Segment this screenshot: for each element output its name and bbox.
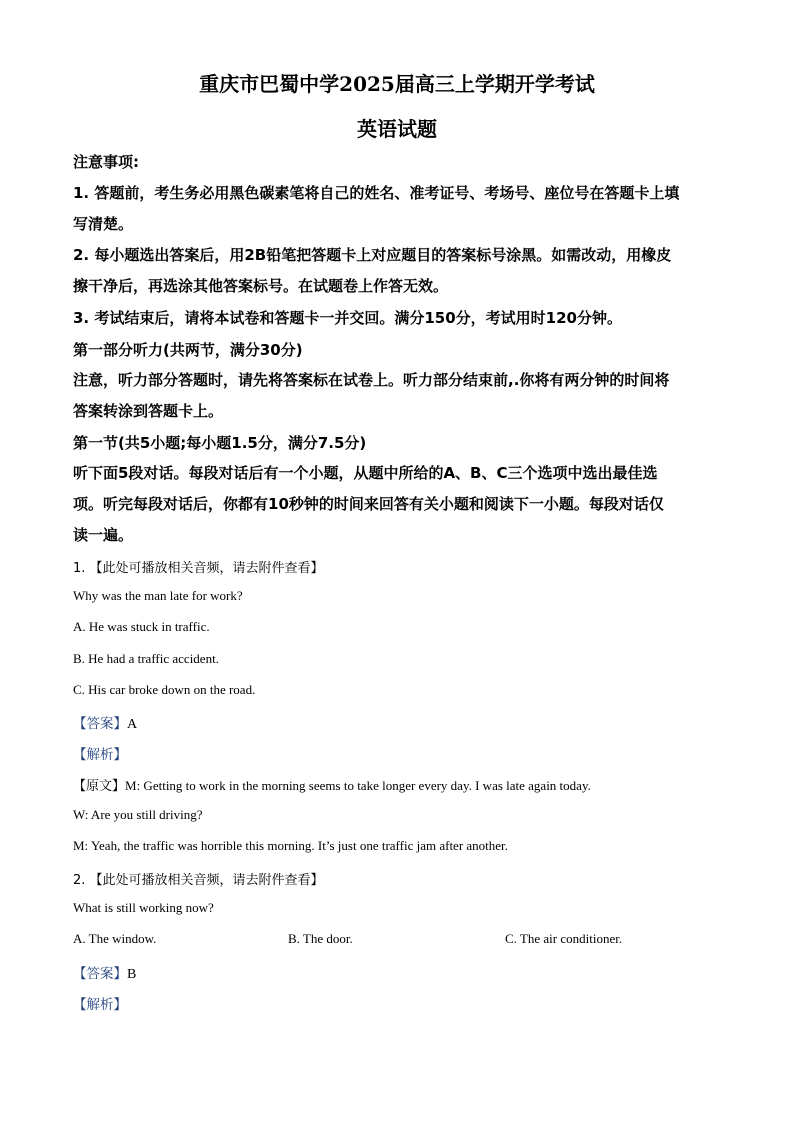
section1-instruction-line-2: 项。听完每段对话后，你都有10秒钟的时间来回答有关小题和阅读下一小题。每段对话仅 [73, 495, 664, 513]
notice-item-1-line-1: 1. 答题前，考生务必用黑色碳素笔将自己的姓名、准考证号、考场号、座位号在答题卡上填 [73, 184, 680, 202]
notice-heading: 注意事项: [73, 153, 139, 171]
q1-transcript-label: 【原文】 [73, 779, 126, 794]
q2-answer-label: 【答案】 [73, 966, 127, 982]
section1-instruction-line-3: 读一遍。 [73, 526, 134, 544]
section1-instruction-line-1: 听下面5段对话。每段对话后有一个小题，从题中所给的A、B、C三个选项中选出最佳选 [73, 464, 658, 482]
q1-answer [73, 712, 137, 733]
q1-option-c: C. His car broke down on the road. [73, 682, 256, 697]
q1-analysis-label: 【解析】 [73, 747, 127, 763]
q1-answer-value: A [127, 717, 138, 732]
notice-item-1-line-2: 写清楚。 [73, 215, 134, 233]
q2-option-b: B. The door. [288, 931, 353, 946]
q2-question: What is still working now? [73, 900, 214, 915]
notice-item-3: 3. 考试结束后，请将本试卷和答题卡一并交回。满分150分，考试用时120分钟。 [73, 309, 622, 327]
exam-subtitle: 英语试题 [357, 117, 437, 141]
notice-item-2-line-2: 擦干净后，再选涂其他答案标号。在试题卷上作答无效。 [73, 277, 449, 295]
notice-item-2-line-1: 2. 每小题选出答案后，用2B铅笔把答题卡上对应题目的答案标号涂黑。如需改动，用橡皮 [73, 246, 672, 264]
q1-transcript-line-2: W: Are you still driving? [73, 807, 203, 822]
q1-option-a: A. He was stuck in traffic. [73, 619, 210, 634]
exam-title: 重庆市巴蜀中学2025届高三上学期开学考试 [199, 72, 595, 96]
q2-option-a: A. The window. [73, 931, 157, 946]
q2-option-c: C. The air conditioner. [505, 931, 623, 946]
part1-note-line-2: 答案转涂到答题卡上。 [73, 402, 224, 420]
q2-analysis-label: 【解析】 [73, 997, 127, 1013]
q1-answer-label: 【答案】 [73, 716, 127, 732]
q1-question: Why was the man late for work? [73, 588, 243, 603]
q1-option-b: B. He had a traffic accident. [73, 651, 219, 666]
q1-transcript-line-3: M: Yeah, the traffic was horrible this morning. It’s just one traffic jam after another. [73, 838, 508, 853]
q1-transcript-text-1: M: Getting to work in the morning seems to take longer every day. I was late again today. [125, 778, 591, 793]
q2-answer-value: B [127, 967, 137, 982]
q2-audio-link[interactable]: 2. 【此处可播放相关音频，请去附件查看】 [73, 873, 324, 888]
part1-note-line-1: 注意，听力部分答题时，请先将答案标在试卷上。听力部分结束前,.你将有两分钟的时间将 [73, 371, 670, 389]
section1-heading: 第一节(共5小题;每小题1.5分，满分7.5分) [73, 434, 367, 452]
q1-audio-link[interactable]: 1. 【此处可播放相关音频，请去附件查看】 [73, 561, 324, 576]
q2-answer [73, 962, 136, 983]
q1-transcript-line-1 [73, 775, 591, 794]
part1-heading: 第一部分听力(共两节，满分30分) [73, 341, 303, 359]
